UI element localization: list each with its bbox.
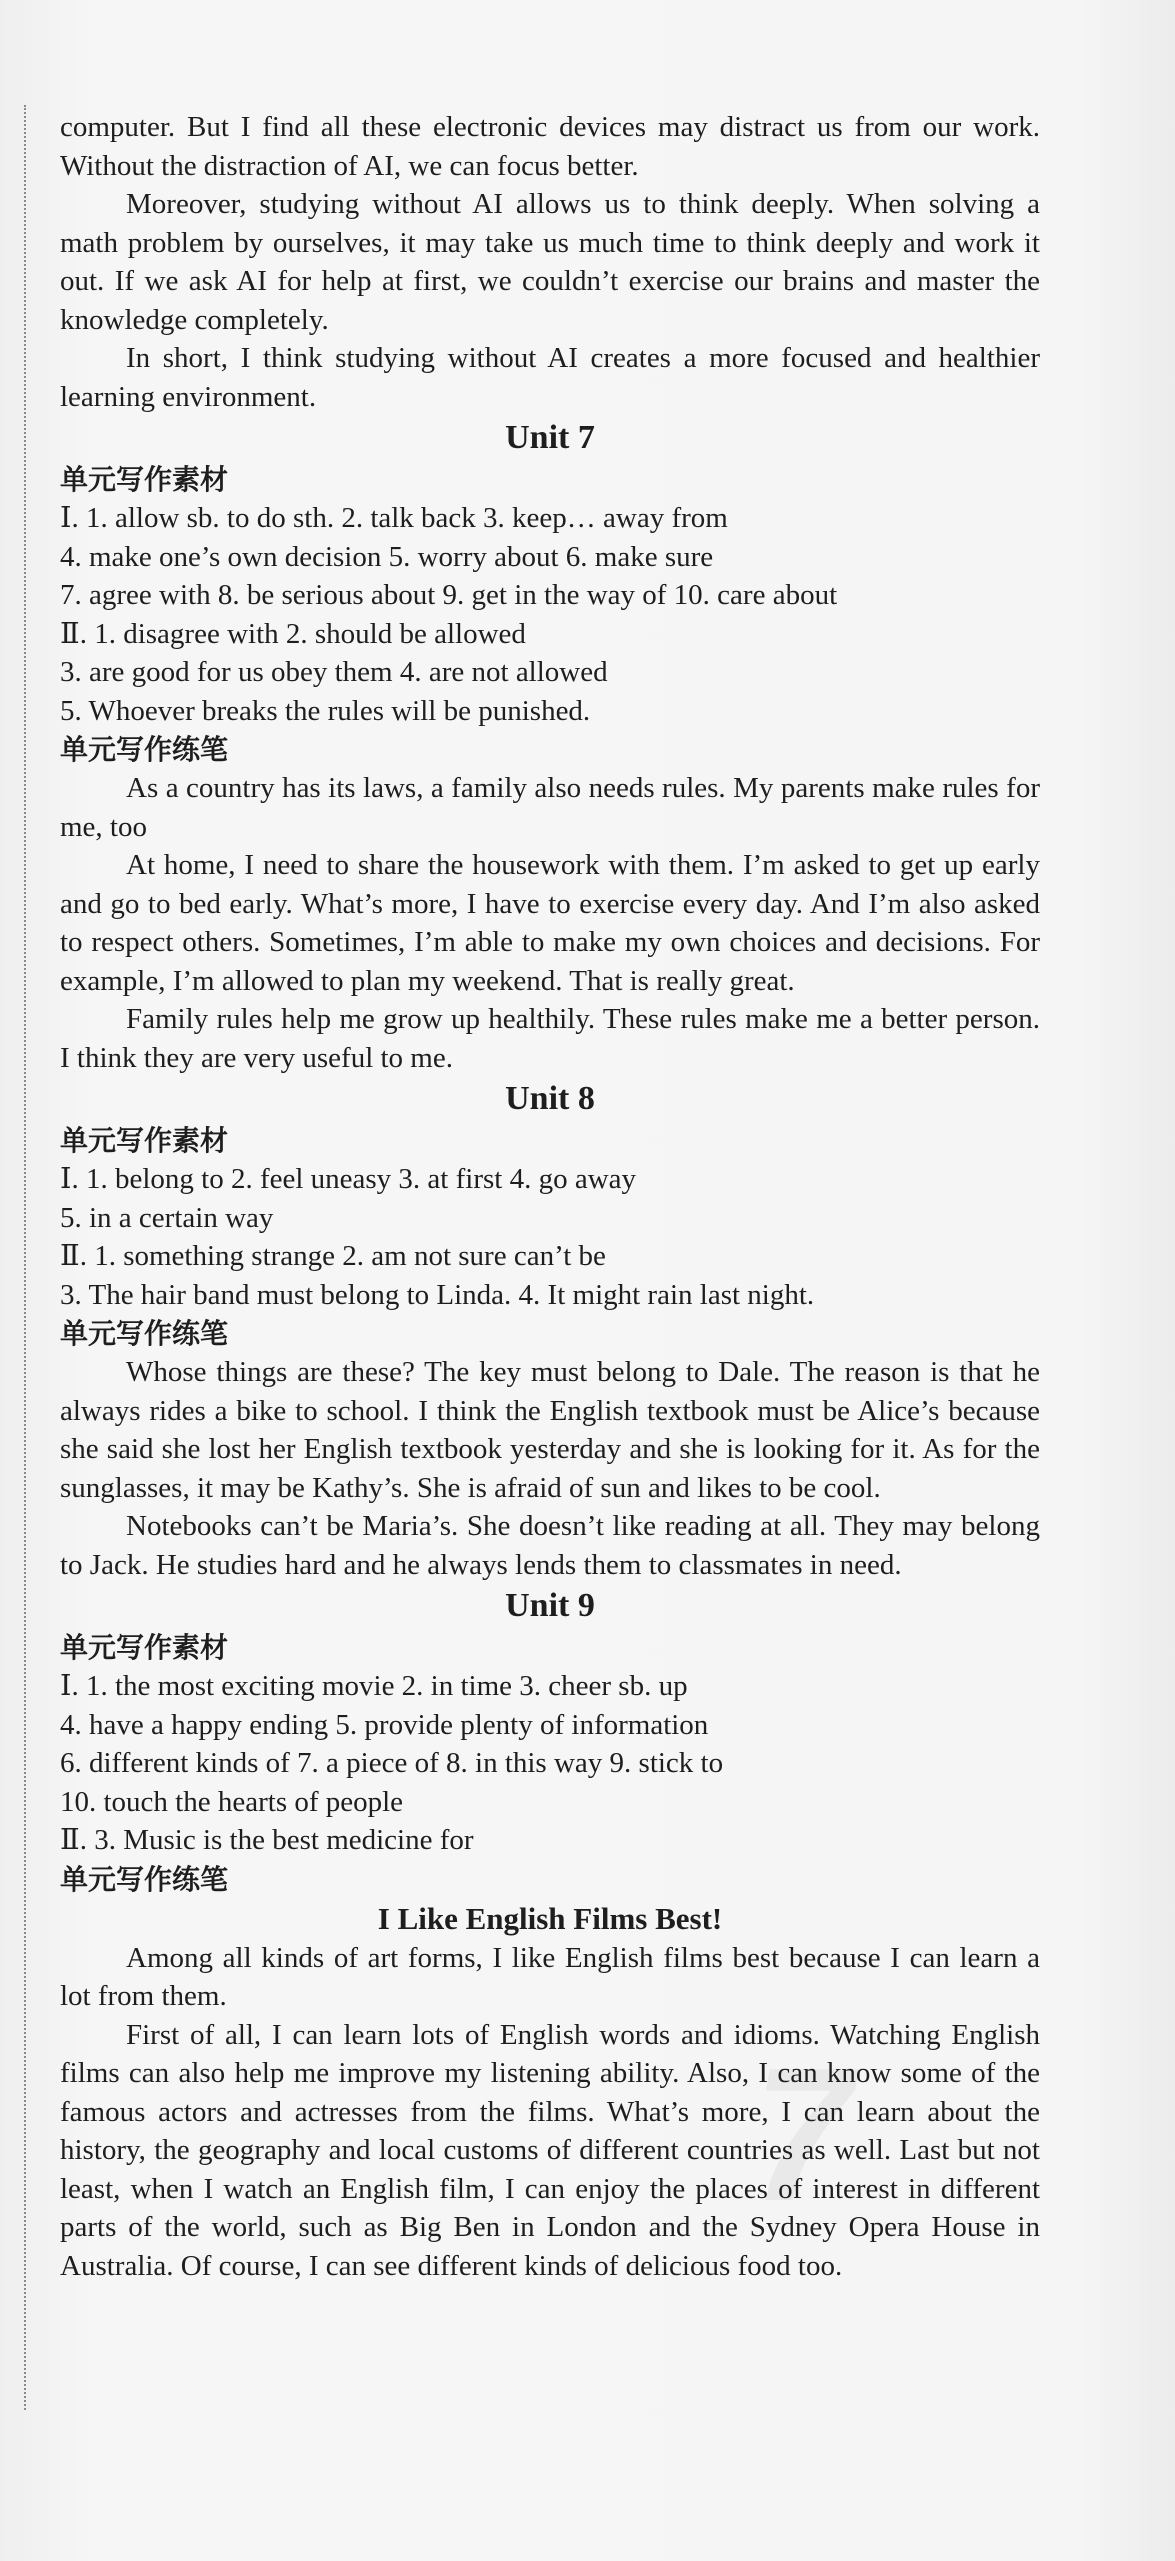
unit-8-material-line: Ⅰ. 1. belong to 2. feel uneasy 3. at first 4. go away [60,1163,637,1195]
unit-9-material-line: Ⅰ. 1. the most exciting movie 2. in time 3. cheer sb. up [60,1670,688,1702]
unit-9-material-line: Ⅱ. 3. Music is the best medicine for [60,1824,474,1856]
unit-7-material-line: Ⅱ. 1. disagree with 2. should be allowed [60,617,526,650]
unit-8-material-line: 3. The hair band must belong to Linda. 4. It might rain last night. [60,1278,815,1311]
intro-paragraph-3: In short, I think studying without AI creates a more focused and healthier learning environment. [60,342,1040,413]
unit-9-material-line: 6. different kinds of 7. a piece of 8. in this way 9. stick to [60,1747,724,1779]
document-content [60,108,1040,2285]
unit-9-essay-paragraph: Among all kinds of art forms, I like English films best because I can learn a lot from them. [60,1941,1040,2012]
unit-7-essay-paragraph: As a country has its laws, a family also needs rules. My parents make rules for me, too [60,772,1040,843]
unit-9-material-heading: 单元写作素材 [60,1631,229,1664]
unit-7-essay-paragraph: At home, I need to share the housework with them. I’m asked to get up early and go to bed early. What’s more, I have to exercise every day. And I’m also asked to respect others. Sometimes, I’m able to make my own choices and decisions. For example, I’m allowed to plan my weekend. That is really great. [60,849,1040,997]
unit-9-material-line: 10. touch the hearts of people [60,1785,404,1818]
unit-7-title: Unit 7 [505,419,595,456]
unit-7-essay-paragraph: Family rules help me grow up healthily. These rules make me a better person. I think they are very useful to me. [60,1003,1040,1074]
unit-8-material-line: 5. in a certain way [60,1201,274,1234]
unit-8-essay-paragraph: Notebooks can’t be Maria’s. She doesn’t like reading at all. They may belong to Jack. He studies hard and he always lends them to classmates in need. [60,1510,1040,1581]
intro-paragraph-2: Moreover, studying without AI allows us to think deeply. When solving a math problem by ourselves, it may take us much time to think deeply and work it out. If we ask AI for help at first, we couldn’t exercise our brains and master the knowledge completely. [60,188,1040,336]
unit-7-material-line: Ⅰ. 1. allow sb. to do sth. 2. talk back 3. keep… away from [60,502,728,534]
unit-9-essay-title: I Like English Films Best! [377,1900,723,1936]
unit-9-essay-paragraph: First of all, I can learn lots of English words and idioms. Watching English films can also help me improve my listening ability. Also, I can know some of the famous actors and actresses from the films. What’s more, I can learn about the history, the geography and local customs of different countries as well. Last but not least, when I watch an English film, I can enjoy the places of interest in different parts of the world, such as Big Ben in London and the Sydney Opera House in Australia. Of course, I can see different kinds of delicious food too. [60,2018,1040,2282]
unit-7-material-line: 7. agree with 8. be serious about 9. get in the way of 10. care about [60,579,838,611]
unit-8-material-line: Ⅱ. 1. something strange 2. am not sure can’t be [60,1240,606,1272]
unit-7-material-line: 5. Whoever breaks the rules will be punished. [60,694,591,727]
unit-7-material-heading: 单元写作素材 [60,463,229,496]
margin-dotted-line [24,105,26,2410]
intro-paragraph-1: computer. But I find all these electronic devices may distract us from our work. Without the distraction of AI, we can focus better. [60,111,1040,182]
unit-7-material-line: 4. make one’s own decision 5. worry about 6. make sure [60,540,714,573]
unit-7-practice-heading: 单元写作练笔 [60,733,229,766]
unit-8-material-heading: 单元写作素材 [60,1124,229,1157]
unit-8-practice-heading: 单元写作练笔 [60,1317,229,1350]
unit-8-title: Unit 8 [505,1080,595,1117]
unit-7-material-line: 3. are good for us obey them 4. are not allowed [60,656,608,688]
unit-8-essay-paragraph: Whose things are these? The key must belong to Dale. The reason is that he always rides a bike to school. I think the English textbook must be Alice’s because she said she lost her English textbook yesterday and she is looking for it. As for the sunglasses, it may be Kathy’s. She is afraid of sun and likes to be cool. [60,1356,1040,1504]
unit-9-material-line: 4. have a happy ending 5. provide plenty of information [60,1708,709,1741]
page-number-watermark: 7 [731,2029,875,2241]
unit-9-title: Unit 9 [505,1587,595,1624]
unit-9-practice-heading: 单元写作练笔 [60,1862,229,1896]
